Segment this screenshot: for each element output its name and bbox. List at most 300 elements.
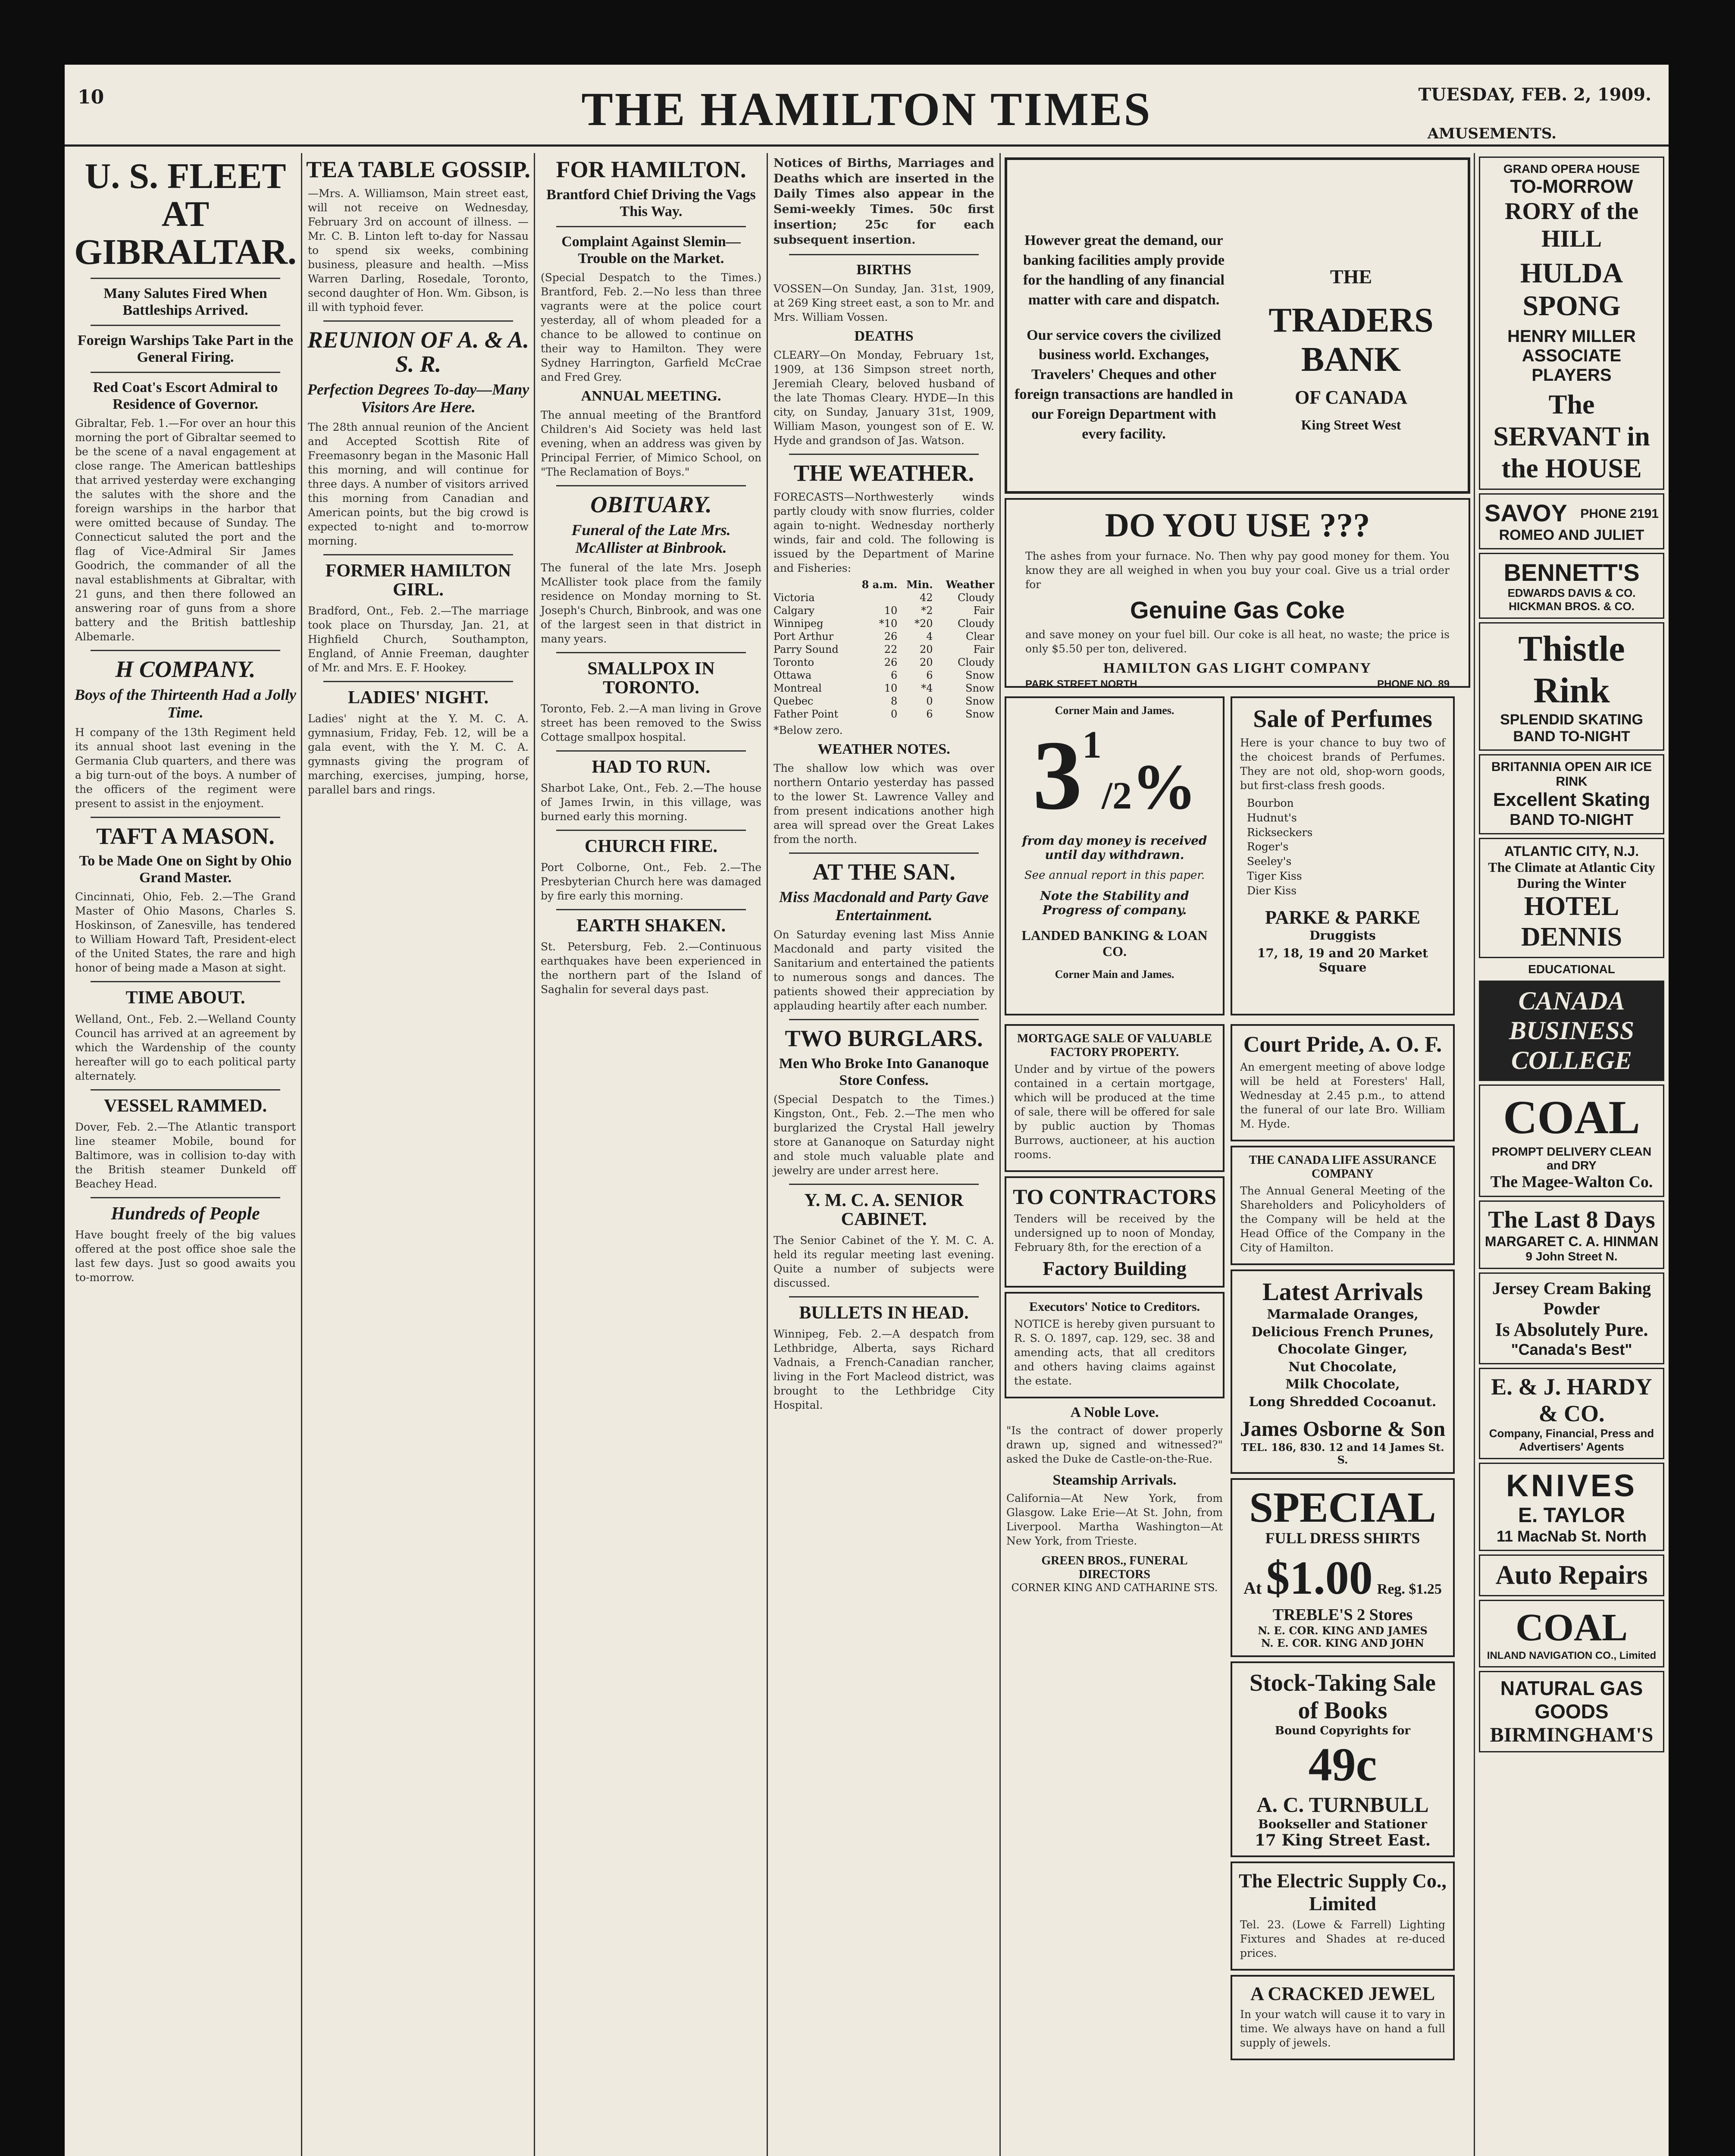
- weather-headline: THE WEATHER.: [793, 460, 974, 486]
- time-about-headline: TIME ABOUT.: [125, 988, 245, 1008]
- natural-gas-ad: [1479, 1671, 1664, 1752]
- coal2-sub: INLAND NAVIGATION CO., Limited: [1487, 1650, 1657, 1661]
- burglars-deck: Men Who Broke Into Gananoque Store Confess.: [779, 1055, 989, 1088]
- article-body: Have bought freely of the big values offered at the post office shoe sale the last few days. Just so good awaits you to-morrow.: [75, 1228, 296, 1284]
- hinman-name: MARGARET C. A. HINMAN: [1484, 1234, 1659, 1249]
- san-headline: AT THE SAN.: [812, 859, 955, 885]
- divider: [789, 454, 979, 455]
- had-to-run-headline: HAD TO RUN.: [592, 757, 711, 777]
- ads-row-3: [1005, 1020, 1470, 2065]
- court-pride-body: An emergent meeting of above lodge will be held at Foresters' Hall, Wednesday at 2.45 p.m., to attend the funeral of our late Bro. William M. Hyde.: [1240, 1061, 1445, 1130]
- executors-body: NOTICE is hereby given pursuant to R. S. O. 1897, cap. 129, sec. 38 and amending acts, that all creditors and others having claims against the estate.: [1014, 1318, 1215, 1387]
- osborne-addr: TEL. 186, 830. 12 and 14 James St. S.: [1241, 1441, 1444, 1466]
- article-body: —Mrs. A. Williamson, Main street east, will not receive on Wednesday, February 3rd on account of illness. —Mr. C. B. Linton left to-day for Nassau to spend six weeks, combining business, pleasure and health. —Miss Warren Darling, Rosedale, Toronto, second daughter of Hon. Wm. Gibson, is ill with typhoid fever.: [308, 187, 529, 313]
- traders-bank-ad: [1005, 157, 1470, 494]
- divider: [556, 750, 746, 752]
- stocktaking-title: Stock-Taking Sale of Books: [1249, 1670, 1436, 1724]
- weather-cell: Port Arthur: [774, 630, 834, 642]
- savoy-title: SAVOY: [1484, 499, 1567, 526]
- savoy-play: ROMEO AND JULIET: [1499, 527, 1644, 543]
- bullets-headline: BULLETS IN HEAD.: [799, 1303, 969, 1323]
- hinman-addr: 9 John Street N.: [1525, 1250, 1618, 1263]
- electric-supply-ad: [1231, 1861, 1455, 1971]
- noble-love-title: A Noble Love.: [1070, 1404, 1159, 1420]
- weather-cell: Cloudy: [958, 591, 994, 604]
- arrival-item: Long Shredded Cocoanut.: [1249, 1394, 1437, 1410]
- stocktaking-price: 49c: [1308, 1738, 1377, 1791]
- divider: [556, 226, 746, 227]
- perfume-item: Dier Kiss: [1247, 884, 1297, 897]
- divider: [91, 325, 280, 326]
- divider: [323, 681, 513, 682]
- weather-cell: Winnipeg: [774, 617, 824, 630]
- fraction-slash: /: [1101, 774, 1112, 817]
- gas-footer: [1025, 678, 1450, 690]
- weather-cell: *4: [921, 682, 933, 694]
- landed-percent: %: [1132, 751, 1196, 823]
- article-body: Dover, Feb. 2.—The Atlantic transport line steamer Mobile, bound for Baltimore, was in collision to-day with the British steamer Dunkeld off Beachey Head.: [75, 1120, 296, 1190]
- weather-row: [772, 708, 996, 721]
- turnbull-sub: Bookseller and Stationer: [1258, 1817, 1427, 1831]
- perfume-title: Sale of Perfumes: [1253, 705, 1432, 733]
- fleet-deck: Many Salutes Fired When Battleships Arrived.: [103, 285, 267, 318]
- mortgage-head: MORTGAGE SALE OF VALUABLE FACTORY PROPERTY.: [1017, 1032, 1212, 1059]
- weather-header-cell: 8 a.m.: [861, 578, 898, 591]
- gas-small: and save money on your fuel bill. Our coke is all heat, no waste; the price is only $5.50 per ton, delivered.: [1025, 628, 1450, 655]
- weather-cell: 22: [884, 643, 898, 655]
- weather-header-cell: [772, 578, 853, 591]
- hundreds-headline: Hundreds of People: [111, 1203, 260, 1224]
- burglars-headline: TWO BURGLARS.: [785, 1025, 983, 1052]
- weather-row: [772, 604, 996, 617]
- weather-cell: Snow: [965, 682, 994, 694]
- hulda-title: HULDA SPONG: [1520, 257, 1623, 322]
- hotel-dennis-ad: [1479, 838, 1664, 958]
- perfume-item: Seeley's: [1247, 855, 1292, 868]
- column-2: [306, 153, 530, 2156]
- article-body: On Saturday evening last Miss Annie Macdonald and party visited the Sanitarium and entertained the patients to numerous songs and dances. The patients showed their appreciation by applauding heartily after each number.: [774, 928, 994, 1012]
- magee-walton: The Magee-Walton Co.: [1490, 1173, 1653, 1191]
- divider: [91, 278, 280, 279]
- weather-cell: 0: [926, 695, 933, 707]
- coal2-ad: [1479, 1600, 1664, 1667]
- page-number: 10: [78, 86, 104, 108]
- for-hamilton-headline: FOR HAMILTON.: [556, 157, 746, 182]
- column-rule: [999, 153, 1001, 2156]
- coal-sub: PROMPT DELIVERY CLEAN and DRY: [1491, 1145, 1652, 1172]
- taft-deck: To be Made One on Sight by Ohio Grand Master.: [79, 853, 292, 886]
- obituary-headline: OBITUARY.: [590, 492, 712, 518]
- weather-row: [772, 682, 996, 695]
- osborne-name: James Osborne & Son: [1240, 1416, 1446, 1441]
- hinman-ad: [1479, 1200, 1664, 1269]
- court-pride-ad: [1231, 1024, 1455, 1141]
- court-pride-title: Court Pride, A. O. F.: [1243, 1032, 1442, 1057]
- atlantic-city: ATLANTIC CITY, N.J.: [1504, 843, 1639, 859]
- business-college-ad: [1479, 981, 1664, 1081]
- weather-cell: Montreal: [774, 682, 822, 694]
- weather-cell: 6: [926, 669, 933, 681]
- reunion-headline: REUNION OF A. & A. S. R.: [307, 326, 529, 377]
- weather-cell: Cloudy: [958, 617, 994, 630]
- landed-rate-den: 2: [1112, 774, 1132, 817]
- weather-cell: 6: [926, 708, 933, 720]
- special-shirts: FULL DRESS SHIRTS: [1265, 1529, 1420, 1547]
- thistle-title: Thistle Rink: [1518, 629, 1625, 711]
- weather-cell: Father Point: [774, 708, 839, 720]
- former-girl-headline: FORMER HAMILTON GIRL.: [325, 561, 511, 600]
- contractors-body: Tenders will be received by the undersigned up to noon of Monday, February 8th, for the erection of a: [1014, 1213, 1215, 1253]
- tea-headline: TEA TABLE GOSSIP.: [306, 157, 530, 182]
- weather-cell: *2: [921, 604, 933, 617]
- taylor-name: E. TAYLOR: [1518, 1504, 1625, 1527]
- savoy-head: [1484, 499, 1659, 527]
- column-rule: [301, 153, 302, 2156]
- taylor-addr: 11 MacNab St. North: [1496, 1527, 1647, 1545]
- perfume-address: 17, 18, 19 and 20 Market Square: [1257, 946, 1428, 975]
- amusements-heading: AMUSEMENTS.: [1427, 125, 1556, 142]
- gas-phone: PHONE NO. 89: [1377, 678, 1450, 690]
- article-body: Port Colborne, Ont., Feb. 2.—The Presbyterian Church here was damaged by fire early this morning.: [541, 861, 761, 902]
- for-hamilton-deck: Complaint Against Slemin—Trouble on the Market.: [561, 233, 741, 266]
- article-body: Toronto, Feb. 2.—A man living in Grove street has been removed to the Swiss Cottage smallpox hospital.: [541, 702, 761, 743]
- henry-miller: HENRY MILLER ASSOCIATE PLAYERS: [1507, 327, 1636, 385]
- divider: [91, 817, 280, 818]
- divider: [556, 652, 746, 653]
- column-5-ads: [1005, 153, 1470, 2156]
- column-rule: [767, 153, 768, 2156]
- rory-title: RORY of the HILL: [1504, 198, 1639, 252]
- masthead: [65, 65, 1669, 147]
- landed-rate: [1012, 720, 1217, 830]
- trebles-addr2: N. E. COR. KING AND JOHN: [1261, 1637, 1425, 1649]
- arrival-item: Milk Chocolate,: [1285, 1377, 1400, 1392]
- britannia-sub: Excellent Skating: [1493, 789, 1650, 810]
- traders-bank-name: TRADERS BANK: [1268, 301, 1434, 379]
- ads-left-stack: [1005, 1020, 1225, 2065]
- column-rule: [534, 153, 535, 2156]
- divider: [556, 485, 746, 486]
- britannia-rink-ad: [1479, 754, 1664, 834]
- weather-row: [772, 617, 996, 630]
- article-body: H company of the 13th Regiment held its annual shoot last evening in the Germania Club quarters, and there was a big turn-out of the boys. A number of the officers of the regiment were present to assist in the enjoyment.: [75, 726, 296, 810]
- ladies-headline: LADIES' NIGHT.: [348, 688, 489, 708]
- jewel-body: In your watch will cause it to vary in time. We always have on hand a full supply of jewels.: [1240, 2008, 1445, 2049]
- weather-cell: 8: [891, 695, 898, 707]
- last8-title: The Last 8 Days: [1488, 1206, 1655, 1233]
- perfumes-ad: [1231, 696, 1455, 1015]
- special-title: SPECIAL: [1249, 1483, 1436, 1531]
- article-body: (Special Despatch to the Times.) Kingston, Ont., Feb. 2.—The men who burglarized the Crystal Hall jewelry store at Gananoque on Saturday night and stole much valuable plate and jewelry are under arrest here.: [774, 1093, 994, 1177]
- canada-life-body: The Annual General Meeting of the Shareholders and Policyholders of the Company will be held at the Head Office of the Company in the City of Hamilton.: [1240, 1185, 1445, 1254]
- weather-cell: 4: [926, 630, 933, 642]
- latest-arrivals-ad: [1231, 1269, 1455, 1474]
- landed-rate-num: 1: [1082, 724, 1102, 766]
- article-body: Sharbot Lake, Ont., Feb. 2.—The house of James Irwin, in this village, was burned early this morning.: [541, 781, 761, 823]
- perfume-item: Rickseckers: [1247, 826, 1313, 839]
- bennetts-ad: [1479, 553, 1664, 619]
- atlantic-sub: The Climate at Atlantic City During the Winter: [1488, 859, 1655, 891]
- weather-cell: Fair: [973, 604, 994, 617]
- weather-cell: 26: [884, 630, 898, 642]
- article-body: The 28th annual reunion of the Ancient and Accepted Scottish Rite of Freemasonry began in the Masonic Hall this morning, and will continue for three days. A number of visitors arrived this morning from Canadian and American points, but the big crowd is expected to-night and to-morrow morning.: [308, 420, 529, 547]
- weather-cell: *10: [879, 617, 898, 630]
- column-6-amusements: [1479, 153, 1664, 2156]
- reunion-deck: Perfection Degrees To-day—Many Visitors Are Here.: [307, 381, 529, 416]
- divider: [91, 981, 280, 982]
- hardy-sub: Company, Financial, Press and Advertisers' Agents: [1489, 1427, 1654, 1453]
- article-body: The funeral of the late Mrs. Joseph McAllister took place from the family residence on Monday morning to St. Joseph's Church, Binbrook, and was one of the largest seen in that district in many years.: [541, 561, 761, 645]
- issue-date: TUESDAY, FEB. 2, 1909.: [1418, 85, 1651, 105]
- vessel-headline: VESSEL RAMMED.: [103, 1096, 267, 1116]
- contractors-title: TO CONTRACTORS: [1013, 1185, 1216, 1209]
- traders-street: King Street West: [1301, 417, 1401, 432]
- gas-coke-ad: [1005, 498, 1470, 688]
- births-body: VOSSEN—On Sunday, Jan. 31st, 1909, at 269 King street east, a son to Mr. and Mrs. William Vossen.: [774, 282, 994, 323]
- weather-cell: Victoria: [774, 591, 815, 604]
- newspaper-title: THE HAMILTON TIMES: [581, 83, 1152, 135]
- executors-title: Executors' Notice to Creditors.: [1029, 1300, 1200, 1314]
- special-price-line: [1238, 1551, 1447, 1605]
- contractors-ad: [1005, 1176, 1225, 1288]
- divider: [91, 372, 280, 373]
- article-body: Gibraltar, Feb. 1.—For over an hour this morning the port of Gibraltar seemed to be the scene of a naval engagement at close range. The American battleships that arrived yesterday were exchanging the salutes with the shore and the foreign warships in the harbor that were omitted because of Sunday. The Connecticut saluted the port and the flag of Vice-Admiral Sir James Goodrich, the commander of all the naval establishments at Gibraltar, with 21 guns, and then there followed an answering roar of guns from a shore battery and the British battleship Albemarle.: [75, 417, 296, 643]
- savoy-ad: [1479, 493, 1664, 549]
- weather-cell: Snow: [965, 669, 994, 681]
- gas-body: The ashes from your furnace. No. Then why pay good money for them. You know they are all weighed in when you buy your coal. Give us a trial order for: [1025, 550, 1450, 591]
- ads-row-2: [1005, 692, 1470, 1020]
- weather-cell: 10: [884, 604, 898, 617]
- weather-row: [772, 643, 996, 656]
- landed-sub: from day money is received until day withdrawn.: [1022, 834, 1207, 862]
- grand-opera-house: GRAND OPERA HOUSE: [1503, 162, 1640, 175]
- steamship-title: Steamship Arrivals.: [1052, 1472, 1177, 1488]
- weather-footnote: *Below zero.: [774, 724, 843, 736]
- perfume-item: Tiger Kiss: [1247, 869, 1302, 882]
- weather-cell: 10: [884, 682, 898, 694]
- green-bros: GREEN BROS., FUNERAL DIRECTORS: [1041, 1554, 1188, 1581]
- turnbull-addr: 17 King Street East.: [1254, 1831, 1431, 1849]
- weather-cell: Fair: [973, 643, 994, 655]
- bennetts-title: BENNETT'S: [1503, 559, 1640, 586]
- servant-title: The SERVANT in the HOUSE: [1493, 389, 1650, 483]
- weather-table: [772, 578, 996, 721]
- obituary-deck: Funeral of the Late Mrs. McAllister at Binbrook.: [571, 521, 731, 557]
- weather-cell: Quebec: [774, 695, 814, 707]
- jewel-title: A CRACKED JEWEL: [1250, 1983, 1435, 2004]
- savoy-phone: PHONE 2191: [1580, 507, 1659, 521]
- divider: [789, 852, 979, 854]
- weather-row: [772, 656, 996, 669]
- steamship-body: California—At New York, from Glasgow. Lake Erie—At St. John, from Liverpool. Martha Washington—At New York, from Trieste.: [1006, 1492, 1223, 1547]
- noble-love-body: "Is the contract of dower properly drawn up, signed and witnessed?" asked the Duke de Castle-on-the-Rue.: [1006, 1424, 1223, 1465]
- weather-cell: Parry Sound: [774, 643, 839, 655]
- trebles-name: TREBLE'S 2 Stores: [1272, 1606, 1413, 1624]
- stocktaking-sub: Bound Copyrights for: [1275, 1724, 1411, 1737]
- britannia-band: BAND TO-NIGHT: [1510, 811, 1634, 828]
- weather-header-cell: Weather: [946, 578, 994, 591]
- thistle-sub2: BAND TO-NIGHT: [1513, 728, 1630, 745]
- turnbull-name: A. C. TURNBULL: [1256, 1792, 1429, 1817]
- fleet-deck: Foreign Warships Take Part in the General Firing.: [77, 332, 294, 365]
- weather-table-header: [772, 578, 996, 591]
- factory-building: Factory Building: [1043, 1257, 1187, 1279]
- traders-intro: However great the demand, our banking facilities amply provide for the handling of any financial matter with care and dispatch.: [1023, 232, 1225, 308]
- weather-row: [772, 695, 996, 708]
- natural-gas-title: NATURAL GAS GOODS: [1500, 1677, 1643, 1723]
- hardy-title: E. & J. HARDY & CO.: [1491, 1374, 1652, 1426]
- arrival-item: Chocolate Ginger,: [1278, 1342, 1408, 1357]
- landed-report: See annual report in this paper.: [1024, 869, 1205, 882]
- column-rule: [1474, 153, 1475, 2156]
- ads-right-stack: [1231, 1020, 1455, 2065]
- weather-row: [772, 591, 996, 604]
- auto-title: Auto Repairs: [1495, 1561, 1648, 1590]
- gas-company: HAMILTON GAS LIGHT COMPANY: [1103, 660, 1372, 676]
- weather-cell: Clear: [965, 630, 994, 642]
- article-body: Welland, Ont., Feb. 2.—Welland County Council has arrived at an agreement by which the Wardenship of the county hereafter will go to each political party alternately.: [75, 1012, 296, 1082]
- landed-corner: Corner Main and James.: [1055, 704, 1174, 717]
- h-company-deck: Boys of the Thirteenth Had a Jolly Time.: [74, 686, 296, 721]
- hotel-dennis-title: HOTEL DENNIS: [1521, 892, 1622, 952]
- arrival-item: Nut Chocolate,: [1288, 1359, 1397, 1375]
- column-4: [772, 153, 996, 2156]
- article-body: Bradford, Ont., Feb. 2.—The marriage took place on Thursday, Jan. 21, at Highfield Church, Southampton, England, of Annie Freeman, daughter of Mr. and Mrs. E. F. Hookey.: [308, 605, 529, 674]
- landed-banking-ad: [1005, 696, 1225, 1015]
- educational-heading: EDUCATIONAL: [1528, 962, 1615, 976]
- weather-cell: Calgary: [774, 604, 815, 617]
- weather-cell: Snow: [965, 708, 994, 720]
- weather-intro: FORECASTS—Northwesterly winds partly cloudy with snow flurries, colder again to-night. Wednesday northerly winds, fair and cold. The following is issued by the Department of Marine and Fisheries:: [774, 490, 994, 574]
- article-body: Ladies' night at the Y. M. C. A. gymnasium, Friday, Feb. 12, will be a gala event, with the Y. M. C. A. gymnasts giving the program of marching, exercises, jumping, horse, parallel bars and rings.: [308, 712, 529, 796]
- jersey-title: Jersey Cream Baking Powder: [1492, 1279, 1651, 1318]
- article-body: Cincinnati, Ohio, Feb. 2.—The Grand Master of Ohio Masons, Charles S. Hoskinson, of Zanesville, has tendered to William Howard Taft, President-elect of the United States, the rare and high honor of being made a Mason at sight.: [75, 890, 296, 975]
- traders-of-canada: OF CANADA: [1294, 387, 1408, 408]
- church-fire-headline: CHURCH FIRE.: [584, 836, 717, 856]
- trebles-addr1: N. E. COR. KING AND JAMES: [1258, 1624, 1428, 1637]
- divider: [556, 830, 746, 831]
- special-shirts-ad: [1231, 1478, 1455, 1657]
- weather-cell: *20: [914, 617, 933, 630]
- canada-life-ad: [1231, 1146, 1455, 1265]
- arrival-item: Delicious French Prunes,: [1251, 1324, 1434, 1340]
- college-title: CANADA BUSINESS COLLEGE: [1509, 987, 1635, 1075]
- newspaper-page: [65, 65, 1669, 2156]
- gas-address: PARK STREET NORTH: [1025, 678, 1137, 690]
- traders-the: THE: [1330, 266, 1372, 288]
- thistle-sub1: SPLENDID SKATING: [1500, 711, 1643, 728]
- jersey-sub: Is Absolutely Pure.: [1495, 1319, 1648, 1340]
- deaths-body: CLEARY—On Monday, February 1st, 1909, at 136 Simpson street north, Jeremiah Cleary, beloved husband of the late Thomas Cleary. HYDE—In this city, on Sunday, January 31st, 1909, William Mason, youngest son of E. W. Hyde and grandson of Jas. Watson.: [774, 348, 994, 447]
- for-hamilton-deck: Brantford Chief Driving the Vags This Way.: [546, 186, 756, 219]
- mortgage-body: Under and by virtue of the powers contained in a certain mortgage, which will be produced at the time of sale, there will be offered for sale by public auction by Thomas Burrows, auctioneer, at his auction rooms.: [1014, 1063, 1215, 1161]
- green-bros-addr: CORNER KING AND CATHARINE STS.: [1011, 1582, 1218, 1594]
- gas-product: Genuine Gas Coke: [1130, 596, 1345, 624]
- article-body: The Senior Cabinet of the Y. M. C. A. held its regular meeting last evening. Quite a number of subjects were discussed.: [774, 1234, 994, 1290]
- births-heading: BIRTHS: [856, 261, 911, 278]
- canada-life-title: THE CANADA LIFE ASSURANCE COMPANY: [1249, 1153, 1437, 1181]
- landed-note: Note the Stability and Progress of company.: [1040, 889, 1189, 917]
- jersey-tag: "Canada's Best": [1511, 1341, 1632, 1358]
- arrival-item: Marmalade Oranges,: [1267, 1307, 1419, 1322]
- divider: [91, 650, 280, 651]
- electric-body: Tel. 23. (Lowe & Farrell) Lighting Fixtures and Shades at re-duced prices.: [1240, 1918, 1445, 1959]
- weather-notes-heading: WEATHER NOTES.: [817, 741, 950, 757]
- landed-corner-bottom: Corner Main and James.: [1055, 968, 1174, 981]
- weather-cell: 6: [891, 669, 898, 681]
- knives-title: KNIVES: [1506, 1469, 1638, 1503]
- stocktaking-ad: [1231, 1661, 1455, 1857]
- traders-service: Our service covers the civilized business world. Exchanges, Travelers' Cheques and other foreign transactions are handled in our Foreign Department with every facility.: [1015, 327, 1233, 442]
- cracked-jewel-ad: [1231, 1975, 1455, 2060]
- perfume-item: Bourbon: [1247, 797, 1294, 809]
- knives-ad: [1479, 1463, 1664, 1551]
- weather-cell: 42: [920, 591, 933, 604]
- perfume-company: PARKE & PARKE: [1265, 907, 1421, 928]
- weather-cell: 26: [884, 656, 898, 668]
- perfume-body: Here is your chance to buy two of the choicest brands of Perfumes. They are not old, shop-worn goods, but first-class fresh goods.: [1240, 736, 1445, 792]
- coal-ad: [1479, 1084, 1664, 1197]
- perfume-druggists: Druggists: [1309, 928, 1376, 943]
- weather-cell: 20: [920, 643, 933, 655]
- divider: [556, 909, 746, 910]
- fleet-headline: U. S. FLEET AT GIBRALTAR.: [74, 156, 297, 273]
- fleet-deck: Red Coat's Escort Admiral to Residence of Governor.: [93, 379, 278, 413]
- weather-cell: Cloudy: [958, 656, 994, 668]
- mortgage-sale-ad: [1005, 1024, 1225, 1172]
- perfume-item: Hudnut's: [1247, 811, 1297, 824]
- weather-cell: [853, 591, 899, 604]
- weather-row: [772, 630, 996, 643]
- article-body: The annual meeting of the Brantford Children's Aid Society was held last evening, when an address was given by Principal Ferrier, of Mimico School, on "The Reclamation of Boys.": [541, 409, 761, 479]
- divider: [323, 320, 513, 322]
- special-at: At: [1243, 1578, 1262, 1598]
- landed-name: LANDED BANKING & LOAN CO.: [1021, 928, 1208, 959]
- coal2-title: COAL: [1515, 1606, 1628, 1649]
- divider: [789, 1184, 979, 1185]
- weather-cell: Snow: [965, 695, 994, 707]
- tomorrow-label: TO-MORROW: [1510, 176, 1633, 197]
- perfume-list: [1247, 796, 1438, 898]
- deaths-heading: DEATHS: [854, 328, 914, 344]
- coal-title: COAL: [1503, 1091, 1640, 1144]
- britannia-title: BRITANNIA OPEN AIR ICE RINK: [1491, 760, 1652, 789]
- executors-ad: [1005, 1292, 1225, 1398]
- h-company-headline: H COMPANY.: [115, 656, 256, 683]
- hardy-ad: [1479, 1368, 1664, 1459]
- thistle-rink-ad: [1479, 622, 1664, 751]
- article-body: St. Petersburg, Feb. 2.—Continuous earthquakes have been experienced in the northern part of the Island of Saghalin for several days past.: [541, 940, 761, 996]
- notices-box: Notices of Births, Marriages and Deaths which are inserted in the Daily Times also appear in the Semi-weekly Times. 50c first insertion; 25c for each subsequent insertion.: [774, 157, 994, 247]
- annual-meeting-subhead: ANNUAL MEETING.: [581, 388, 721, 404]
- divider: [323, 554, 513, 555]
- san-deck: Miss Macdonald and Party Gave Entertainment.: [779, 888, 989, 924]
- electric-title: The Electric Supply Co., Limited: [1239, 1870, 1447, 1915]
- article-body: Winnipeg, Feb. 2.—A despatch from Lethbridge, Alberta, says Richard Vadnais, a French-Canadian rancher, living in the Fort Macleod district, was brought to the Lethbridge City Hospital.: [774, 1328, 994, 1412]
- divider: [789, 254, 979, 255]
- divider: [91, 1089, 280, 1091]
- auto-repairs-ad: [1479, 1554, 1664, 1596]
- latest-arrivals-list: [1238, 1306, 1447, 1411]
- divider: [91, 1197, 280, 1198]
- earth-headline: EARTH SHAKEN.: [576, 916, 726, 936]
- gas-title: DO YOU USE ???: [1105, 506, 1370, 544]
- smallpox-headline: SMALLPOX IN TORONTO.: [587, 658, 715, 698]
- article-body: The shallow low which was over northern Ontario yesterday has passed to the lower St. Lawrence Valley and from present indications another high area will spread over the Great Lakes from the north.: [774, 761, 994, 846]
- weather-cell: Ottawa: [774, 669, 812, 681]
- jersey-cream-ad: [1479, 1272, 1664, 1364]
- ymca-headline: Y. M. C. A. SENIOR CABINET.: [804, 1191, 964, 1230]
